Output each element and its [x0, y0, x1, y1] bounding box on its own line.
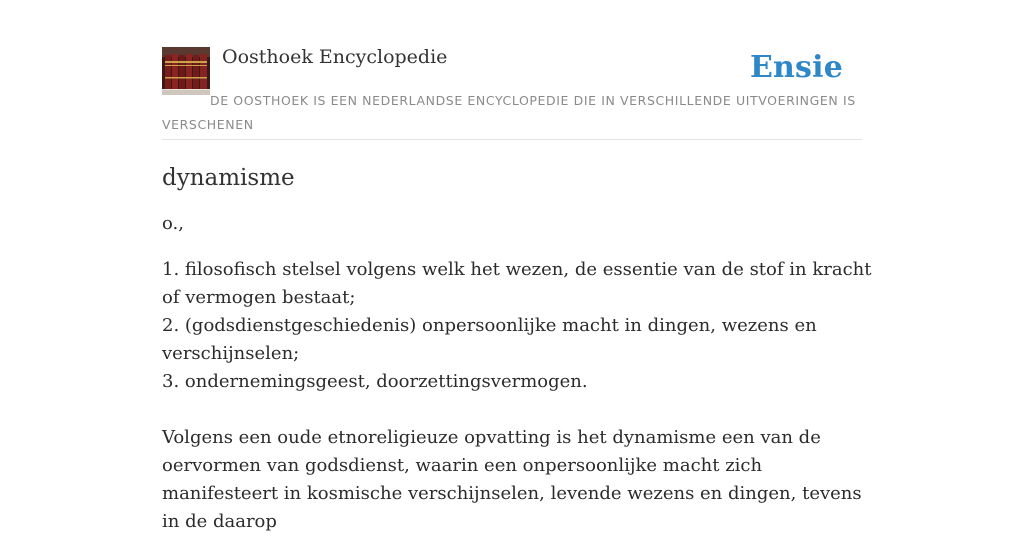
definition-3: 3. ondernemingsgeest, doorzettingsvermogen. — [162, 371, 588, 392]
definition-1: 1. filosofisch stelsel volgens welk het wezen, de essentie van de stof in kracht of vermogen bestaat; — [162, 259, 872, 308]
part-of-speech: o., — [162, 213, 184, 234]
encyclopedia-books-icon — [162, 47, 210, 95]
site-tagline: DE OOSTHOEK IS EEN NEDERLANDSE ENCYCLOPEDIE DIE IN VERSCHILLENDE UITVOERINGEN IS VERSCHENEN — [162, 93, 856, 132]
site-header — [162, 40, 862, 140]
definition-2: 2. (godsdienstgeschiedenis) onpersoonlijke macht in dingen, wezens en verschijnselen; — [162, 315, 817, 364]
site-avatar[interactable] — [162, 47, 210, 95]
entry-content — [162, 160, 872, 536]
entry-body: Volgens een oude etnoreligieuze opvatting is het dynamisme een van de oervormen van godsdienst, waarin een onpersoonlijke macht zich manifesteert in kosmische verschijnselen, levende wezens en dingen, tevens in de daarop — [162, 427, 862, 532]
brand-logo[interactable]: Ensie — [749, 50, 843, 85]
entry-title: dynamisme — [162, 165, 295, 191]
definition-list — [162, 256, 872, 396]
site-name[interactable]: Oosthoek Encyclopedie — [222, 46, 448, 68]
